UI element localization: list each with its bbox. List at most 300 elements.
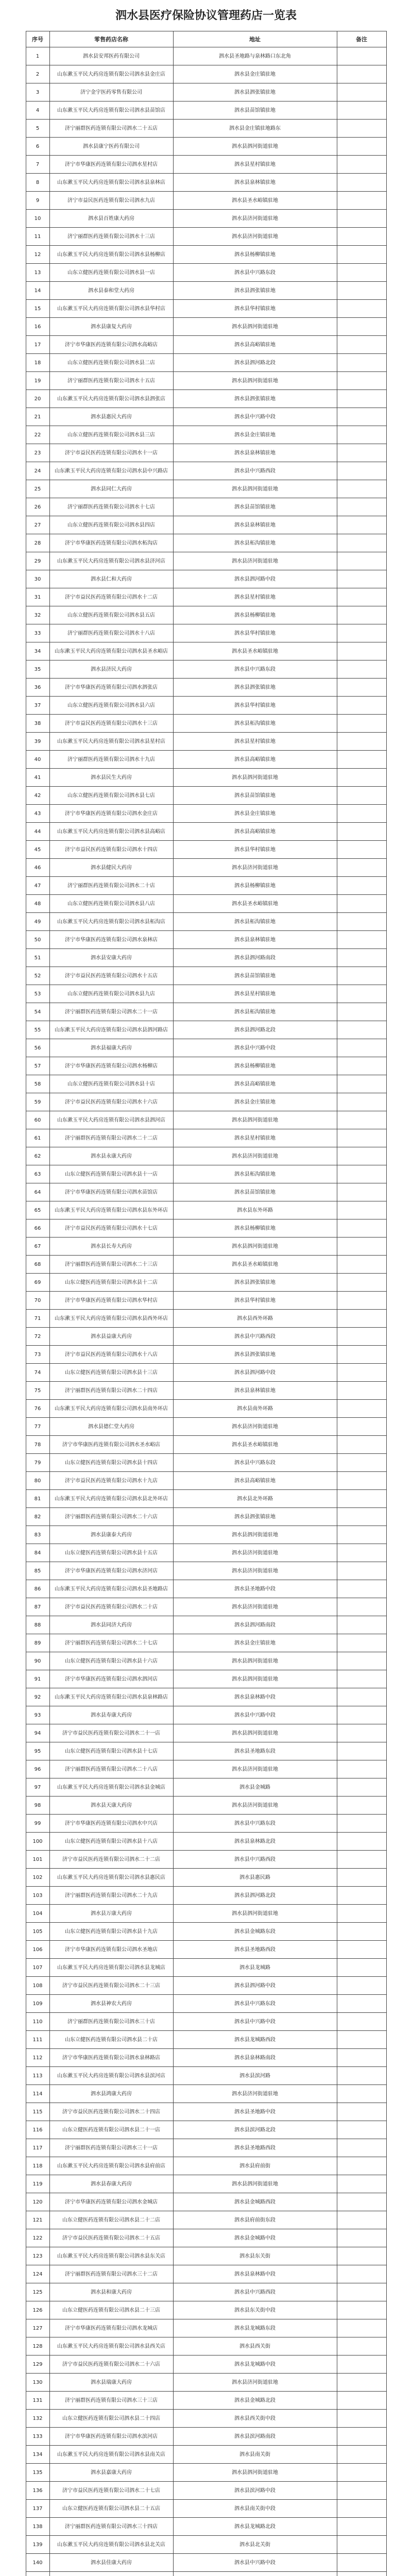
cell-address: 泗水县泗河路中段 xyxy=(173,570,337,588)
cell-no: 2 xyxy=(26,65,49,83)
table-row xyxy=(26,2121,386,2139)
cell-note xyxy=(337,444,386,462)
table-row xyxy=(26,1508,386,1526)
table-row xyxy=(26,1238,386,1256)
cell-no: 33 xyxy=(26,624,49,642)
table-row xyxy=(26,1706,386,1724)
table-row xyxy=(26,1995,386,2013)
cell-no: 45 xyxy=(26,841,49,859)
cell-note xyxy=(337,210,386,228)
cell-address: 泗水县苗馆镇驻地 xyxy=(173,787,337,805)
cell-address: 泗水县泗张镇驻地 xyxy=(173,1274,337,1292)
cell-no: 66 xyxy=(26,1219,49,1238)
cell-no: 93 xyxy=(26,1706,49,1724)
cell-no: 134 xyxy=(26,2446,49,2464)
cell-address: 泗水县高峪镇驻地 xyxy=(173,1075,337,1093)
cell-no: 117 xyxy=(26,2139,49,2157)
cell-name: 济宁市华康医药连锁有限公司泗水中兴店 xyxy=(49,1815,173,1833)
cell-note xyxy=(337,1490,386,1508)
cell-name: 山东立健医药连锁有限公司泗水县六店 xyxy=(49,697,173,715)
table-row xyxy=(26,1111,386,1129)
cell-note xyxy=(337,1400,386,1418)
table-row xyxy=(26,2031,386,2049)
table-row xyxy=(26,1129,386,1147)
table-row xyxy=(26,1165,386,1183)
cell-note xyxy=(337,2067,386,2085)
cell-no: 29 xyxy=(26,552,49,570)
cell-name: 泗水县嘉康大药房 xyxy=(49,2464,173,2482)
cell-address: 泗水县圣地路西段 xyxy=(173,1941,337,1959)
cell-name: 泗水县仁和大药房 xyxy=(49,570,173,588)
cell-name: 泗水县同仁大药房 xyxy=(49,480,173,498)
cell-note xyxy=(337,1977,386,1995)
cell-name: 山东漱玉平民大药房连锁有限公司泗水县北关店 xyxy=(49,2536,173,2554)
cell-name: 山东立健医药连锁有限公司泗水县十六店 xyxy=(49,1652,173,1670)
table-row xyxy=(26,1075,386,1093)
cell-note xyxy=(337,1201,386,1219)
cell-no: 39 xyxy=(26,733,49,751)
cell-address: 泗水县星村镇驻地 xyxy=(173,156,337,174)
cell-address: 泗水县泗张镇驻地 xyxy=(173,282,337,300)
cell-no: 99 xyxy=(26,1815,49,1833)
cell-note xyxy=(337,47,386,65)
cell-address: 泗水县苗馆镇驻地 xyxy=(173,498,337,516)
cell-name: 泗水县同济大药房 xyxy=(49,1616,173,1634)
cell-name: 济宁市华康医药连锁有限公司泗水华村店 xyxy=(49,1292,173,1310)
cell-name: 济宁丽群医药连锁有限公司泗水二十七店 xyxy=(49,1634,173,1652)
cell-no: 35 xyxy=(26,660,49,679)
table-row xyxy=(26,1670,386,1688)
cell-no: 38 xyxy=(26,715,49,733)
cell-address: 泗水县圣地路中段 xyxy=(173,1580,337,1598)
table-row xyxy=(26,1905,386,1923)
cell-address: 泗水县金城路东段 xyxy=(173,1923,337,1941)
header-row xyxy=(26,31,386,47)
table-row xyxy=(26,1815,386,1833)
cell-no: 81 xyxy=(26,1490,49,1508)
cell-note xyxy=(337,679,386,697)
cell-no: 1 xyxy=(26,47,49,65)
cell-name: 山东漱玉平民大药房连锁有限公司泗水县南外环店 xyxy=(49,1400,173,1418)
cell-no: 131 xyxy=(26,2392,49,2410)
cell-address: 泗水县府前街 xyxy=(173,2157,337,2175)
cell-no: 136 xyxy=(26,2482,49,2500)
table-row xyxy=(26,1778,386,1797)
table-row xyxy=(26,462,386,480)
cell-name: 济宁丽群医药连锁有限公司泗水三十三店 xyxy=(49,2392,173,2410)
cell-name: 山东漱玉平民大药房连锁有限公司泗水县滨河店 xyxy=(49,2067,173,2085)
cell-name: 泗水县德仁堂大药房 xyxy=(49,1418,173,1436)
cell-no: 71 xyxy=(26,1310,49,1328)
cell-note xyxy=(337,660,386,679)
cell-name: 济宁丽群医药连锁有限公司泗水二十八店 xyxy=(49,1760,173,1778)
cell-no: 115 xyxy=(26,2103,49,2121)
cell-no: 95 xyxy=(26,1742,49,1760)
cell-note xyxy=(337,1382,386,1400)
table-row xyxy=(26,1887,386,1905)
table-row xyxy=(26,2482,386,2500)
cell-name: 山东漱玉平民大药房连锁有限公司泗水县济河店 xyxy=(49,552,173,570)
cell-no: 120 xyxy=(26,2193,49,2211)
table-row xyxy=(26,1580,386,1598)
table-row xyxy=(26,2229,386,2247)
cell-no: 7 xyxy=(26,156,49,174)
cell-address: 泗水县华村镇驻地 xyxy=(173,697,337,715)
table-row xyxy=(26,2013,386,2031)
cell-name: 济宁丽群医药连锁有限公司泗水三十一店 xyxy=(49,2139,173,2157)
cell-no: 119 xyxy=(26,2175,49,2193)
cell-note xyxy=(337,120,386,138)
cell-name: 济宁市益民医药连锁有限公司泗水二十四店 xyxy=(49,2103,173,2121)
cell-note xyxy=(337,1093,386,1111)
cell-note xyxy=(337,1742,386,1760)
cell-note xyxy=(337,1039,386,1057)
cell-address: 泗水县泗河路北段 xyxy=(173,1021,337,1039)
cell-no: 137 xyxy=(26,2500,49,2518)
cell-no: 25 xyxy=(26,480,49,498)
table-row xyxy=(26,1093,386,1111)
cell-address: 泗水县中兴路中段 xyxy=(173,1706,337,1724)
cell-name: 济宁丽群医药连锁有限公司泗水十五店 xyxy=(49,372,173,390)
table-row xyxy=(26,318,386,336)
cell-name: 山东立健医药连锁有限公司泗水县十四店 xyxy=(49,1454,173,1472)
cell-address: 泗水县北外环路 xyxy=(173,1490,337,1508)
cell-name: 济宁丽群医药连锁有限公司泗水十八店 xyxy=(49,624,173,642)
cell-note xyxy=(337,624,386,642)
table-row xyxy=(26,1183,386,1201)
cell-address: 泗水县星村镇驻地 xyxy=(173,733,337,751)
cell-name: 山东漱玉平民大药房连锁有限公司泗水县泉林店 xyxy=(49,174,173,192)
cell-address: 泗水县泗张镇驻地 xyxy=(173,390,337,408)
table-row xyxy=(26,2319,386,2337)
cell-note xyxy=(337,1959,386,1977)
cell-no: 87 xyxy=(26,1598,49,1616)
cell-note xyxy=(337,588,386,606)
table-row xyxy=(26,192,386,210)
cell-address: 泗水县滨河路中段 xyxy=(173,2482,337,2500)
cell-address: 泗水县苗馆镇驻地 xyxy=(173,101,337,120)
cell-note xyxy=(337,1833,386,1851)
cell-name: 山东立健医药连锁有限公司泗水县二十五店 xyxy=(49,2500,173,2518)
cell-address: 泗水县金庄镇驻地路东 xyxy=(173,120,337,138)
cell-address: 泗水县惠民路 xyxy=(173,1869,337,1887)
cell-no: 130 xyxy=(26,2374,49,2392)
cell-address: 泗水县杨柳镇驻地 xyxy=(173,246,337,264)
cell-note xyxy=(337,1706,386,1724)
cell-address: 泗水县龙城路东段 xyxy=(173,2319,337,2337)
cell-no: 14 xyxy=(26,282,49,300)
cell-name: 泗水县鸿康大药房 xyxy=(49,2085,173,2103)
cell-no: 92 xyxy=(26,1688,49,1706)
cell-no: 114 xyxy=(26,2085,49,2103)
cell-no: 121 xyxy=(26,2211,49,2229)
cell-name: 山东立健医药连锁有限公司泗水县十店 xyxy=(49,1075,173,1093)
table-row xyxy=(26,2446,386,2464)
table-row xyxy=(26,1833,386,1851)
cell-name: 泗水县济民大药房 xyxy=(49,660,173,679)
cell-address: 泗水县中兴路中段 xyxy=(173,2554,337,2572)
cell-note xyxy=(337,2211,386,2229)
cell-note xyxy=(337,462,386,480)
cell-no: 139 xyxy=(26,2536,49,2554)
table-row xyxy=(26,1382,386,1400)
cell-note xyxy=(337,1238,386,1256)
table-row xyxy=(26,642,386,660)
cell-address: 泗水县杨柳镇驻地 xyxy=(173,606,337,624)
table-row xyxy=(26,1021,386,1039)
cell-name: 泗水县永康大药房 xyxy=(49,1147,173,1165)
cell-note xyxy=(337,1869,386,1887)
cell-note xyxy=(337,2085,386,2103)
cell-name: 泗水县寿康大药房 xyxy=(49,1706,173,1724)
table-row xyxy=(26,1634,386,1652)
table-row xyxy=(26,2500,386,2518)
cell-address: 泗水县杨柳镇驻地 xyxy=(173,1219,337,1238)
cell-note xyxy=(337,1851,386,1869)
cell-address: 泗水县泗河街道驻地 xyxy=(173,1670,337,1688)
cell-note xyxy=(337,156,386,174)
cell-name: 济宁市华康医药连锁有限公司泗水圣水峪店 xyxy=(49,1436,173,1454)
cell-name: 济宁丽群医药连锁有限公司泗水二十六店 xyxy=(49,1508,173,1526)
cell-no: 17 xyxy=(26,336,49,354)
cell-no: 15 xyxy=(26,300,49,318)
cell-name: 山东漱玉平民大药房连锁有限公司泗水县圣地路店 xyxy=(49,1580,173,1598)
table-row xyxy=(26,300,386,318)
table-row xyxy=(26,751,386,769)
cell-note xyxy=(337,1616,386,1634)
cell-name: 济宁市华康医药连锁有限公司泗水龙城店 xyxy=(49,2319,173,2337)
cell-address: 泗水县泉林镇驻地 xyxy=(173,1382,337,1400)
cell-note xyxy=(337,697,386,715)
cell-note xyxy=(337,534,386,552)
cell-name: 泗水县泰和堂大药房 xyxy=(49,282,173,300)
cell-no: 23 xyxy=(26,444,49,462)
cell-note xyxy=(337,2031,386,2049)
cell-note xyxy=(337,1670,386,1688)
cell-note xyxy=(337,516,386,534)
cell-name: 山东漱玉平民大药房连锁有限公司泗水县泗河路店 xyxy=(49,1021,173,1039)
cell-address: 泗水县柘沟镇驻地 xyxy=(173,913,337,931)
cell-note xyxy=(337,336,386,354)
cell-address: 泗水县泉林路南段 xyxy=(173,2049,337,2067)
cell-name: 济宁丽群医药连锁有限公司泗水二十店 xyxy=(49,877,173,895)
cell-address: 泗水县柘沟镇驻地 xyxy=(173,715,337,733)
cell-name: 济宁市益民医药连锁有限公司泗水十二店 xyxy=(49,588,173,606)
cell-name: 山东漱玉平民大药房连锁有限公司泗水县华村店 xyxy=(49,300,173,318)
table-row xyxy=(26,841,386,859)
cell-address: 泗水县北关街 xyxy=(173,2536,337,2554)
cell-note xyxy=(337,480,386,498)
cell-no: 83 xyxy=(26,1526,49,1544)
cell-name: 济宁金宇医药零售有限公司 xyxy=(49,83,173,101)
cell-no: 88 xyxy=(26,1616,49,1634)
cell-note xyxy=(337,2103,386,2121)
cell-note xyxy=(337,174,386,192)
cell-note xyxy=(337,2536,386,2554)
cell-no: 40 xyxy=(26,751,49,769)
cell-name: 山东漱玉平民大药房连锁有限公司泗水县中兴路店 xyxy=(49,462,173,480)
cell-name: 山东立健医药连锁有限公司泗水县一店 xyxy=(49,264,173,282)
cell-no: 106 xyxy=(26,1941,49,1959)
cell-address: 泗水县泗张镇驻地 xyxy=(173,1346,337,1364)
cell-note xyxy=(337,1165,386,1183)
table-row xyxy=(26,1797,386,1815)
table-row xyxy=(26,787,386,805)
cell-name: 山东漱玉平民大药房连锁有限公司泗水县南关店 xyxy=(49,2446,173,2464)
cell-address: 泗水县泗河街道驻地 xyxy=(173,1905,337,1923)
cell-note xyxy=(337,1797,386,1815)
cell-name: 山东立健医药连锁有限公司泗水县十三店 xyxy=(49,1364,173,1382)
cell-note xyxy=(337,83,386,101)
cell-note xyxy=(337,2175,386,2193)
cell-name: 山东立健医药连锁有限公司泗水县四店 xyxy=(49,516,173,534)
cell-no: 103 xyxy=(26,1887,49,1905)
cell-address: 泗水县济河街道驻地 xyxy=(173,210,337,228)
cell-no: 111 xyxy=(26,2031,49,2049)
cell-note xyxy=(337,1454,386,1472)
table-row xyxy=(26,1490,386,1508)
cell-name: 济宁市益民医药连锁有限公司泗水二十一店 xyxy=(49,1724,173,1742)
cell-no: 54 xyxy=(26,1003,49,1021)
cell-address: 泗水县泗河街道驻地 xyxy=(173,1526,337,1544)
table-row xyxy=(26,679,386,697)
cell-address: 泗水县泗河路北段 xyxy=(173,354,337,372)
cell-no: 22 xyxy=(26,426,49,444)
cell-address: 泗水县中兴路中段 xyxy=(173,1039,337,1057)
cell-no: 59 xyxy=(26,1093,49,1111)
table-row xyxy=(26,1742,386,1760)
table-row xyxy=(26,588,386,606)
table-row xyxy=(26,913,386,931)
cell-name: 泗水县瑞康大药房 xyxy=(49,2374,173,2392)
document-page xyxy=(0,5,412,2576)
cell-address: 泗水县济河街道驻地 xyxy=(173,1544,337,1562)
cell-address: 泗水县龙城路 xyxy=(173,1959,337,1977)
table-row xyxy=(26,1688,386,1706)
cell-address: 泗水县济河街道驻地 xyxy=(173,1760,337,1778)
table-row xyxy=(26,985,386,1003)
cell-name: 济宁市华康医药连锁有限公司泗水泗河店 xyxy=(49,1670,173,1688)
cell-address: 泗水县泉林镇驻地 xyxy=(173,516,337,534)
table-row xyxy=(26,534,386,552)
cell-note xyxy=(337,2265,386,2283)
cell-no: 128 xyxy=(26,2337,49,2355)
cell-address: 泗水县高峪镇驻地 xyxy=(173,336,337,354)
table-row xyxy=(26,2211,386,2229)
table-row xyxy=(26,1977,386,1995)
cell-no: 55 xyxy=(26,1021,49,1039)
cell-no: 113 xyxy=(26,2067,49,2085)
table-row xyxy=(26,246,386,264)
cell-no: 68 xyxy=(26,1256,49,1274)
cell-note xyxy=(337,1508,386,1526)
table-row xyxy=(26,336,386,354)
cell-note xyxy=(337,1815,386,1833)
cell-address: 泗水县济河街道驻地 xyxy=(173,552,337,570)
cell-address: 泗水县高峪镇驻地 xyxy=(173,751,337,769)
cell-address: 泗水县泉林路中段 xyxy=(173,1688,337,1706)
cell-note xyxy=(337,101,386,120)
cell-address: 泗水县中兴路东段 xyxy=(173,1454,337,1472)
cell-no: 48 xyxy=(26,895,49,913)
table-row xyxy=(26,2193,386,2211)
cell-no: 52 xyxy=(26,967,49,985)
cell-no: 127 xyxy=(26,2319,49,2337)
cell-name: 山东漱玉平民大药房连锁有限公司泗水县金庄店 xyxy=(49,65,173,83)
cell-name: 山东立健医药连锁有限公司泗水县十二店 xyxy=(49,1274,173,1292)
cell-name: 济宁市益民医药连锁有限公司泗水十三店 xyxy=(49,715,173,733)
cell-no: 18 xyxy=(26,354,49,372)
cell-name: 泗水县安邦医药有限公司 xyxy=(49,47,173,65)
cell-no: 62 xyxy=(26,1147,49,1165)
cell-address: 泗水县中兴路东段 xyxy=(173,660,337,679)
cell-name: 泗水县神农大药房 xyxy=(49,1995,173,2013)
cell-note xyxy=(337,1724,386,1742)
cell-note xyxy=(337,2319,386,2337)
cell-name: 济宁丽群医药连锁有限公司泗水二十五店 xyxy=(49,120,173,138)
cell-address: 泗水县龙城路北段 xyxy=(173,2518,337,2536)
cell-name: 济宁市华康医药连锁有限公司泗水圣地店 xyxy=(49,1941,173,1959)
cell-name: 济宁市华康医药连锁有限公司泗水柘沟店 xyxy=(49,534,173,552)
cell-address: 泗水县泗河街道驻地 xyxy=(173,1111,337,1129)
cell-name: 济宁市华康医药连锁有限公司泗水星村店 xyxy=(49,156,173,174)
cell-name: 山东立健医药连锁有限公司泗水县二十二店 xyxy=(49,2211,173,2229)
cell-no: 63 xyxy=(26,1165,49,1183)
table-row xyxy=(26,606,386,624)
cell-note xyxy=(337,1274,386,1292)
cell-address: 泗水县圣水峪镇驻地 xyxy=(173,1256,337,1274)
cell-address: 泗水县滨河路南段 xyxy=(173,2428,337,2446)
cell-no: 9 xyxy=(26,192,49,210)
cell-address: 泗水县济河街道驻地 xyxy=(173,1418,337,1436)
cell-name: 济宁市华康医药连锁有限公司泗水金城店 xyxy=(49,2193,173,2211)
cell-name: 泗水县康复大药房 xyxy=(49,318,173,336)
cell-address: 泗水县苗馆镇驻地 xyxy=(173,1183,337,1201)
cell-name: 济宁市华康医药连锁有限公司泗水泉林店 xyxy=(49,931,173,949)
cell-name: 济宁市益民医药连锁有限公司泗水十八店 xyxy=(49,1346,173,1364)
table-row xyxy=(26,1400,386,1418)
cell-note xyxy=(337,2301,386,2319)
cell-no: 129 xyxy=(26,2355,49,2374)
cell-no: 70 xyxy=(26,1292,49,1310)
table-row xyxy=(26,354,386,372)
cell-name: 济宁市华康医药连锁有限公司泗水泗张店 xyxy=(49,679,173,697)
cell-no: 123 xyxy=(26,2247,49,2265)
cell-address: 泗水县圣水峪镇驻地 xyxy=(173,192,337,210)
cell-address: 泗水县华村镇驻地 xyxy=(173,300,337,318)
cell-note xyxy=(337,2500,386,2518)
cell-address: 泗水县泗张镇驻地 xyxy=(173,83,337,101)
cell-note xyxy=(337,1436,386,1454)
cell-address: 泗水县泗河街道驻地 xyxy=(173,1652,337,1670)
cell-name: 山东漱玉平民大药房连锁有限公司泗水县苗馆店 xyxy=(49,101,173,120)
cell-address: 泗水县中兴路东段 xyxy=(173,264,337,282)
cell-note xyxy=(337,1256,386,1274)
cell-note xyxy=(337,606,386,624)
cell-name: 山东漱玉平民大药房连锁有限公司泗水县东外环店 xyxy=(49,1201,173,1219)
cell-address: 泗水县金庄镇驻地 xyxy=(173,65,337,83)
cell-address: 泗水县泗河街道驻地 xyxy=(173,1238,337,1256)
table-row xyxy=(26,101,386,120)
cell-note xyxy=(337,1688,386,1706)
cell-address: 泗水县金城路中段 xyxy=(173,2229,337,2247)
cell-address: 泗水县圣地路西段 xyxy=(173,2139,337,2157)
cell-address: 泗水县泗河街道驻地 xyxy=(173,372,337,390)
cell-name: 济宁市华康医药连锁有限公司泗水杨柳店 xyxy=(49,1057,173,1075)
table-row xyxy=(26,1562,386,1580)
cell-no: 57 xyxy=(26,1057,49,1075)
cell-name: 济宁市益民医药连锁有限公司泗水二十三店 xyxy=(49,1977,173,1995)
